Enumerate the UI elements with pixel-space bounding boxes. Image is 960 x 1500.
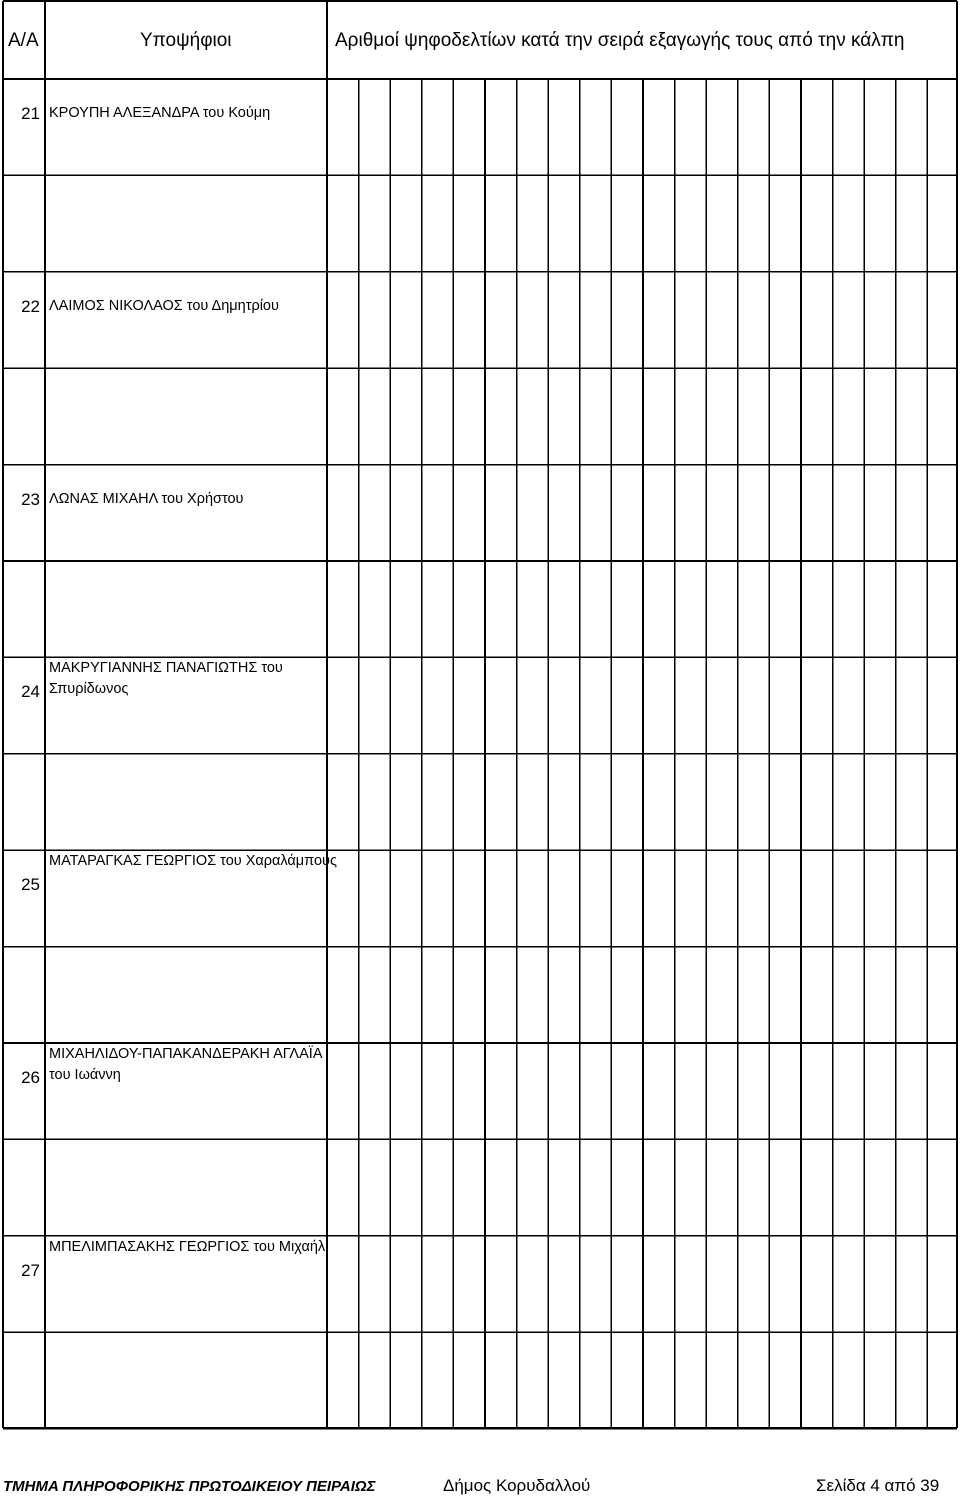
candidate-number: 22 (21, 296, 40, 316)
header-aa: Α/Α (8, 30, 39, 51)
footer-department: ΤΜΗΜΑ ΠΛΗΡΟΦΟΡΙΚΗΣ ΠΡΩΤΟΔΙΚΕΙΟΥ ΠΕΙΡΑΙΩΣ (3, 1478, 376, 1495)
candidate-name: ΜΑΤΑΡΑΓΚΑΣ ΓΕΩΡΓΙΟΣ του Χαραλάμπους (49, 853, 337, 870)
candidate-number: 25 (21, 875, 40, 895)
candidate-name: ΛΑΙΜΟΣ ΝΙΚΟΛΑΟΣ του Δημητρίου (49, 297, 279, 314)
candidate-name: ΛΩΝΑΣ ΜΙΧΑΗΛ του Χρήστου (49, 490, 244, 507)
footer-municipality: Δήμος Κορυδαλλού (443, 1476, 591, 1495)
header-candidates: Υποψήφιοι (140, 30, 232, 51)
candidate-number: 26 (21, 1068, 40, 1087)
candidate-name: ΜΠΕΛΙΜΠΑΣΑΚΗΣ ΓΕΩΡΓΙΟΣ του Μιχαήλ (49, 1238, 326, 1255)
candidate-name: ΜΙΧΑΗΛΙΔΟΥ-ΠΑΠΑΚΑΝΔΕΡΑΚΗ ΑΓΛΑΪΑ του Ιωάννη (49, 1046, 322, 1083)
candidate-name: ΜΑΚΡΥΓΙΑΝΝΗΣ ΠΑΝΑΓΙΩΤΗΣ του Σπυρίδωνος (49, 660, 283, 698)
footer-page-number: Σελίδα 4 από 39 (816, 1476, 940, 1495)
candidate-number: 24 (21, 682, 40, 702)
candidate-number: 27 (21, 1260, 40, 1280)
candidate-name: ΚΡΟΥΠΗ ΑΛΕΞΑΝΔΡΑ του Κούμη (49, 105, 271, 121)
candidate-number: 23 (21, 489, 40, 509)
header-votes: Αριθμοί ψηφοδελτίων κατά την σειρά εξαγωγής τους από την κάλπη (335, 30, 905, 51)
candidate-number: 21 (21, 104, 40, 123)
